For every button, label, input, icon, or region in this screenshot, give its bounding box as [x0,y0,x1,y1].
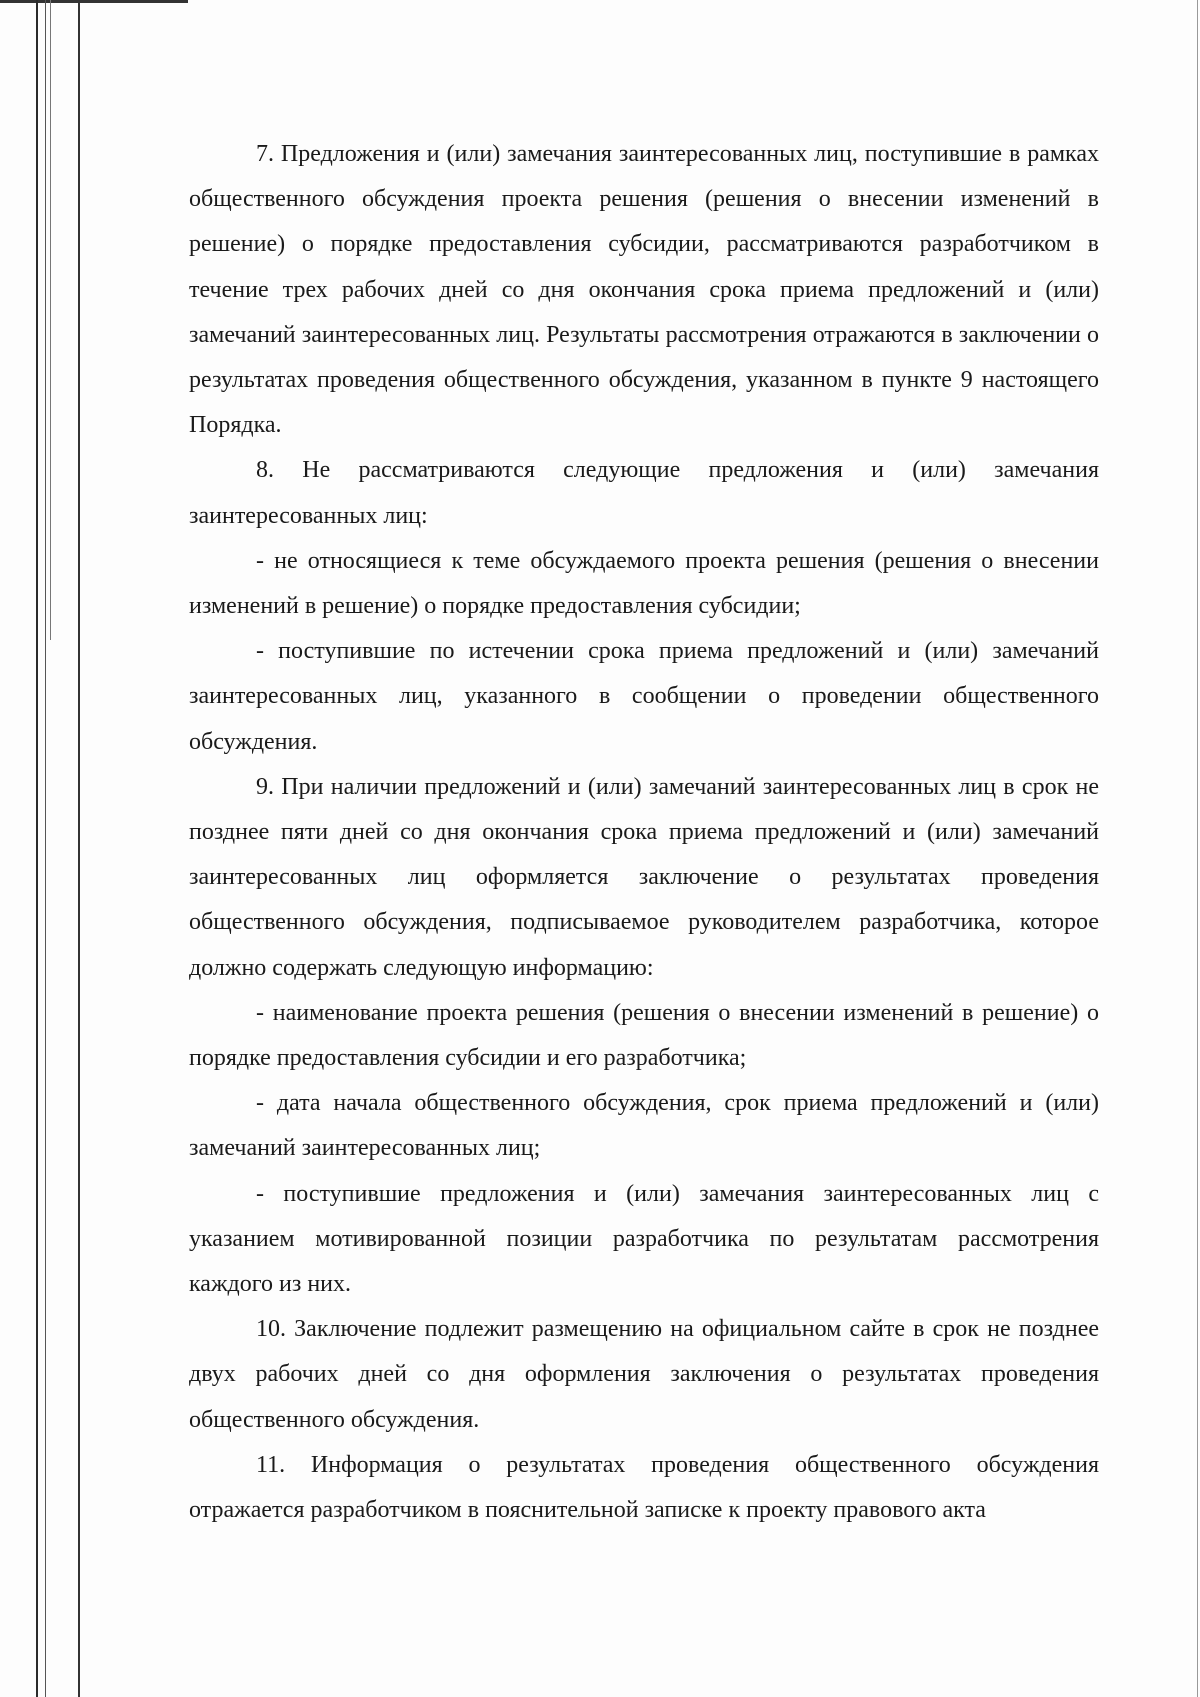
paragraph-7: 7. Предложения и (или) замечания заинтересованных лиц, поступившие в рамках общественного обсуждения проекта решения (решения о внесении изменений в решение) о порядке предоставления субсидии, рассматриваются разработчиком в течение трех рабочих дней со дня окончания срока приема предложений и (или) замечаний заинтересованных лиц. Результаты рассмотрения отражаются в заключении о результатах проведения общественного обсуждения, указанном в пункте 9 настоящего Порядка. [189,141,1099,439]
scan-margin-line [78,0,80,1697]
document-body [189,132,1099,1533]
list-item: - поступившие по истечении срока приема предложений и (или) замечаний заинтересованных лиц, указанного в сообщении о проведении общественного обсуждения. [189,638,1099,755]
paragraph-8: 8. Не рассматриваются следующие предложения и (или) замечания заинтересованных лиц: [189,457,1099,529]
scan-right-edge [1197,0,1198,1697]
paragraph-9: 9. При наличии предложений и (или) замечаний заинтересованных лиц в срок не позднее пяти дней со дня окончания срока приема предложений и (или) замечаний заинтересованных лиц оформляется заключение о результатах проведения общественного обсуждения, подписываемое руководителем разработчика, которое должно содержать следующую информацию: [189,773,1099,981]
scan-binding-line [50,0,51,640]
list-item: - наименование проекта решения (решения о внесении изменений в решение) о порядке предоставления субсидии и его разработчика; [189,999,1099,1072]
scan-top-rule [0,0,188,3]
list-item: - поступившие предложения и (или) замечания заинтересованных лиц с указанием мотивированной позиции разработчика по результатам рассмотрения каждого из них. [189,1180,1099,1298]
list-item: - дата начала общественного обсуждения, срок приема предложений и (или) замечаний заинтересованных лиц; [189,1090,1099,1162]
paragraph-11: 11. Информация о результатах проведения общественного обсуждения отражается разработчиком в пояснительной записке к проекту правового акта [189,1451,1099,1524]
scan-binding-line [45,0,46,1697]
list-item: - не относящиеся к теме обсуждаемого проекта решения (решения о внесении изменений в решение) о порядке предоставления субсидии; [189,547,1099,620]
scan-binding-line [36,0,38,1697]
paragraph-10: 10. Заключение подлежит размещению на официальном сайте в срок не позднее двух рабочих дней со дня оформления заключения о результатах проведения общественного обсуждения. [189,1316,1099,1433]
